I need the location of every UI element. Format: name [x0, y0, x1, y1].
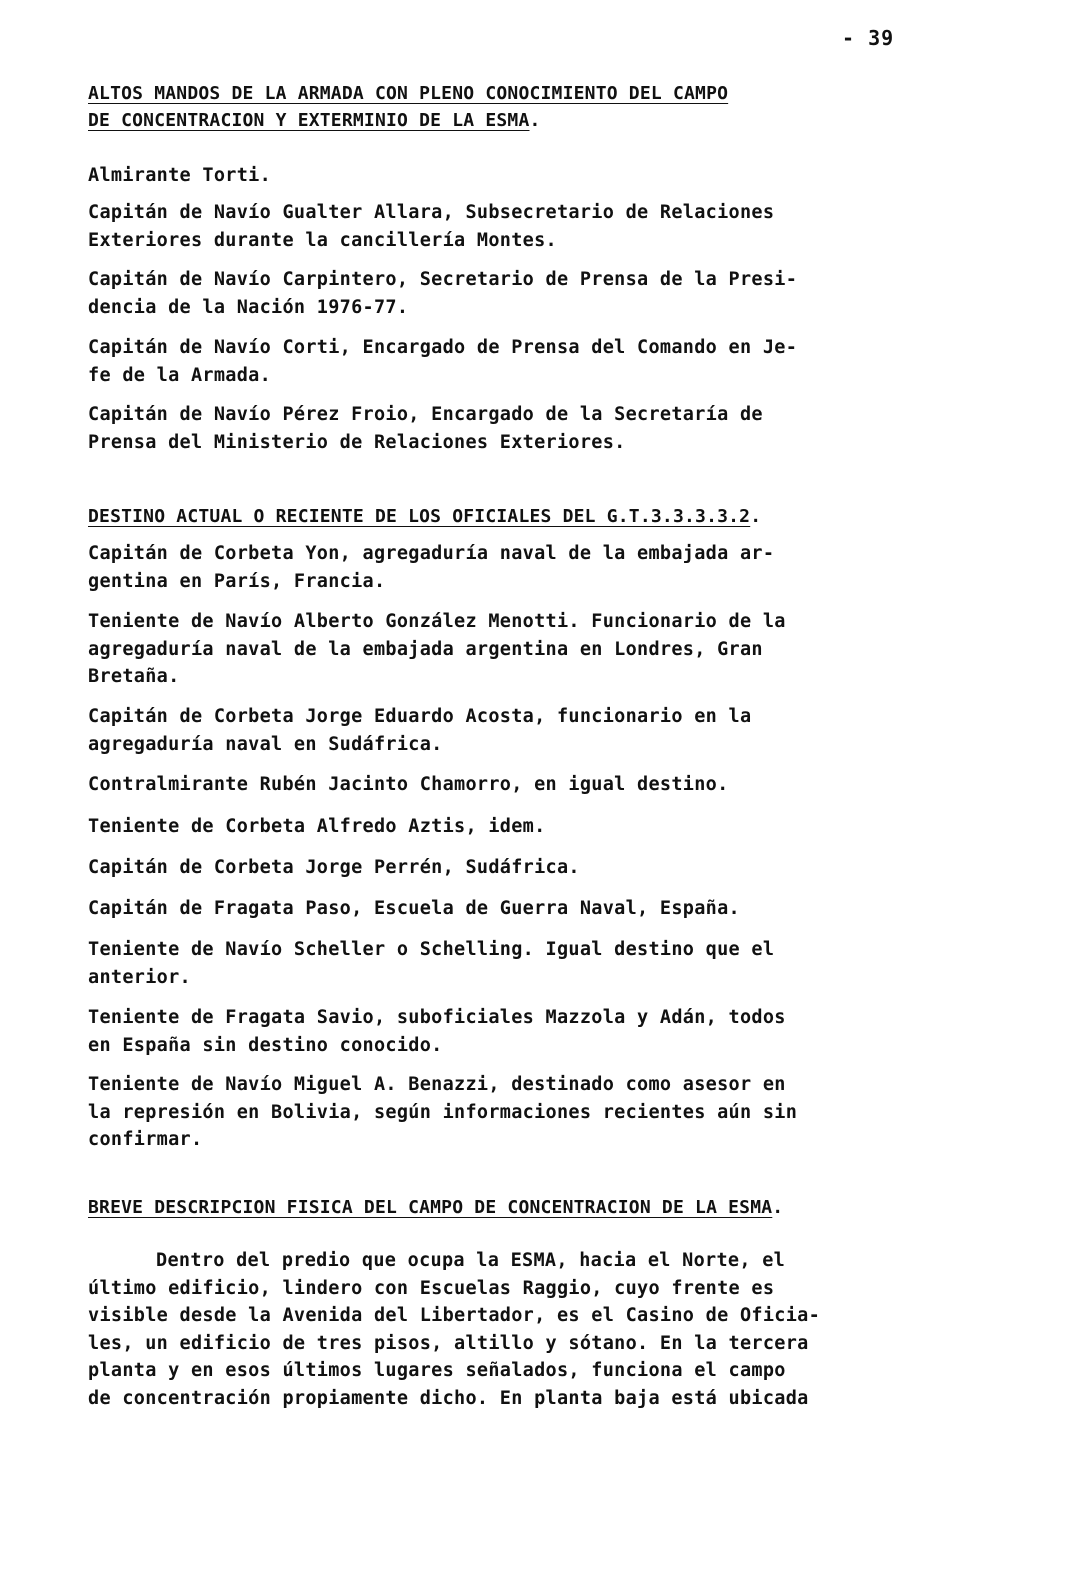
list-item: Capitán de Fragata Paso, Escuela de Guerra Naval, España.	[88, 898, 740, 919]
list-item: Capitán de Navío Corti, Encargado de Prensa del Comando en Je- fe de la Armada.	[88, 337, 798, 386]
page-number: - 39	[842, 26, 895, 50]
list-item: Teniente de Navío Alberto González Menotti. Funcionario de la agregaduría naval de la embajada argentina en Londres, Gran Bretaña.	[88, 611, 786, 687]
heading-line: DESTINO ACTUAL O RECIENTE DE LOS OFICIALES DEL G.T.3.3.3.3.2	[88, 506, 751, 527]
list-item: Teniente de Fragata Savio, suboficiales Mazzola y Adán, todos en España sin destino conocido.	[88, 1007, 786, 1056]
list-item: Teniente de Corbeta Alfredo Aztis, idem.	[88, 816, 546, 837]
list-item: Capitán de Corbeta Jorge Perrén, Sudáfrica.	[88, 857, 580, 878]
section-heading-altos-mandos	[88, 80, 728, 134]
description-paragraph: Dentro del predio que ocupa la ESMA, hacia el Norte, el último edificio, lindero con Escuelas Raggio, cuyo frente es visible desde la Avenida del Libertador, es el Casino de Oficia- les, un edificio de tres pisos, altillo y sótano. En la tercera planta y en esos últimos lugares señalados, funciona el campo de concentración propiamente dicho. En planta baja está ubicada	[88, 1250, 821, 1409]
heading-period: .	[529, 110, 541, 131]
list-item: Teniente de Navío Miguel A. Benazzi, destinado como asesor en la represión en Bolivia, según informaciones recientes aún sin confirmar.	[88, 1074, 798, 1150]
list-item: Capitán de Corbeta Jorge Eduardo Acosta, funcionario en la agregaduría naval en Sudáfrica.	[88, 706, 752, 755]
list-item: Capitán de Navío Carpintero, Secretario de Prensa de la Presi- dencia de la Nación 1976-77.	[88, 269, 798, 318]
heading-line: BREVE DESCRIPCION FISICA DEL CAMPO DE CONCENTRACION DE LA ESMA	[88, 1197, 773, 1218]
list-item: Contralmirante Rubén Jacinto Chamorro, en igual destino.	[88, 774, 729, 795]
list-item: Capitán de Corbeta Yon, agregaduría naval de la embajada ar- gentina en París, Francia.	[88, 543, 775, 592]
list-item: Capitán de Navío Gualter Allara, Subsecretario de Relaciones Exteriores durante la cancillería Montes.	[88, 202, 775, 251]
section-heading-destino-actual	[88, 503, 761, 530]
list-item: Teniente de Navío Scheller o Schelling. Igual destino que el anterior.	[88, 939, 775, 988]
list-item: Almirante Torti.	[88, 165, 272, 186]
heading-line: ALTOS MANDOS DE LA ARMADA CON PLENO CONOCIMIENTO DEL CAMPO	[88, 83, 729, 104]
list-item: Capitán de Navío Pérez Froio, Encargado de la Secretaría de Prensa del Ministerio de Relaciones Exteriores.	[88, 404, 763, 453]
heading-period: .	[772, 1197, 784, 1218]
section-heading-breve-descripcion	[88, 1194, 783, 1221]
heading-line: DE CONCENTRACION Y EXTERMINIO DE LA ESMA	[88, 110, 530, 131]
heading-period: .	[750, 506, 762, 527]
